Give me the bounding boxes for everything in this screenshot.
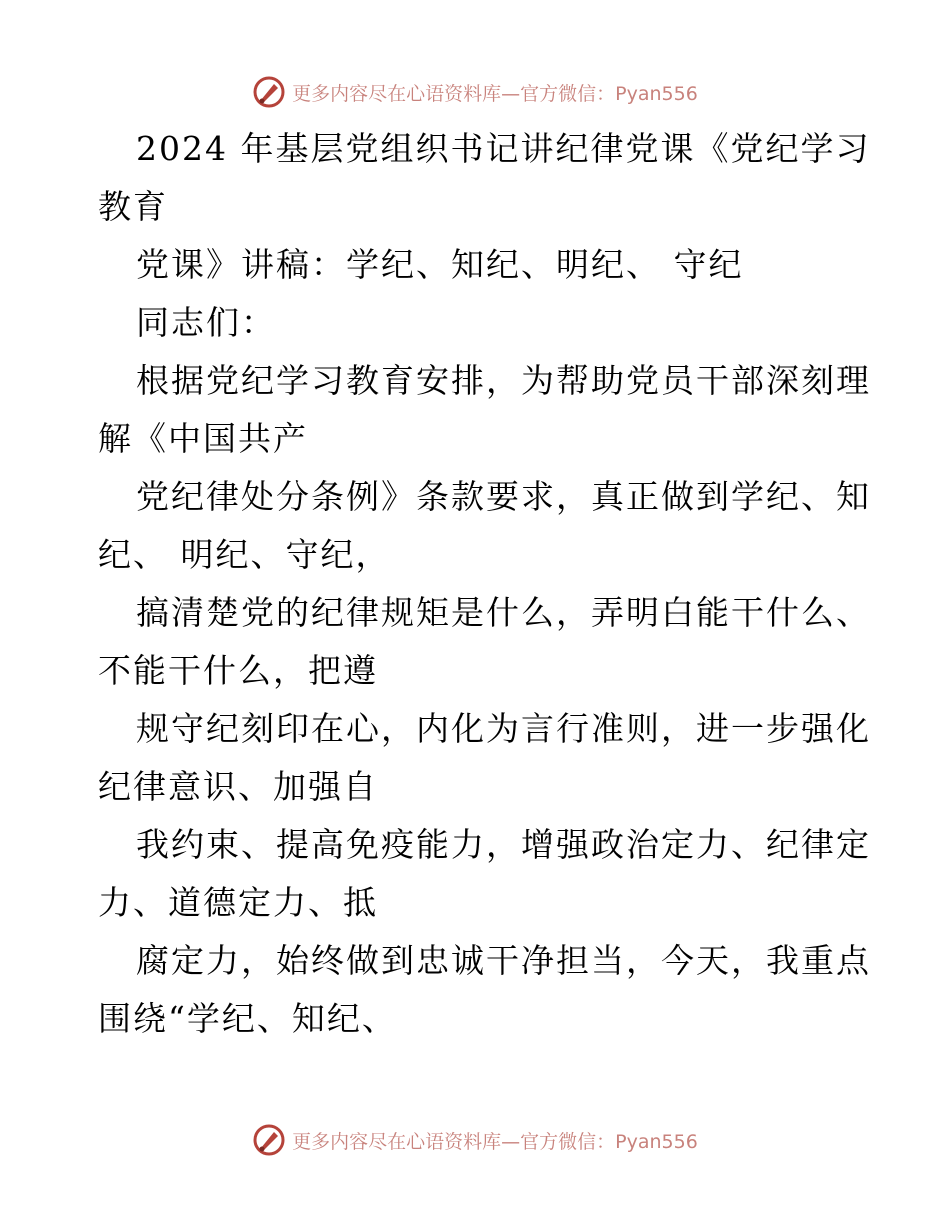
watermark-text: 更多内容尽在心语资料库—官方微信：Pyan556 [292, 82, 698, 105]
body-line: 搞清楚党的纪律规矩是什么，弄明白能干什么、 [136, 593, 871, 632]
pen-nib-logo-icon [252, 75, 286, 109]
body-line: 党纪律处分条例》条款要求，真正做到学纪、知 [136, 477, 871, 516]
document-body [98, 120, 871, 1048]
body-line: 根据党纪学习教育安排，为帮助党员干部深刻理 [136, 361, 871, 400]
pen-nib-logo-icon [252, 1123, 286, 1157]
body-line: 力、道德定力、抵 [98, 883, 378, 922]
body-line: 纪、 明纪、守纪， [98, 535, 391, 574]
footer-watermark [0, 1120, 950, 1160]
title-line-2: 教育 [98, 187, 168, 226]
body-line: 规守纪刻印在心，内化为言行准则，进一步强化 [136, 709, 871, 748]
title-line-1: 2024 年基层党组织书记讲纪律党课《党纪学习 [136, 129, 871, 168]
body-line: 不能干什么，把遵 [98, 651, 378, 690]
body-line: 腐定力，始终做到忠诚干净担当，今天，我重点 [136, 941, 871, 980]
watermark-text: 更多内容尽在心语资料库—官方微信：Pyan556 [292, 1130, 698, 1153]
body-line: 我约束、提高免疫能力，增强政治定力、纪律定 [136, 825, 871, 864]
body-line: 围绕“学纪、知纪、 [98, 999, 397, 1038]
header-watermark [0, 72, 950, 112]
title-line-3: 党课》讲稿：学纪、知纪、明纪、 守纪 [136, 245, 744, 284]
body-line: 纪律意识、加强自 [98, 767, 378, 806]
body-line: 解《中国共产 [98, 419, 308, 458]
salutation: 同志们： [136, 303, 276, 342]
